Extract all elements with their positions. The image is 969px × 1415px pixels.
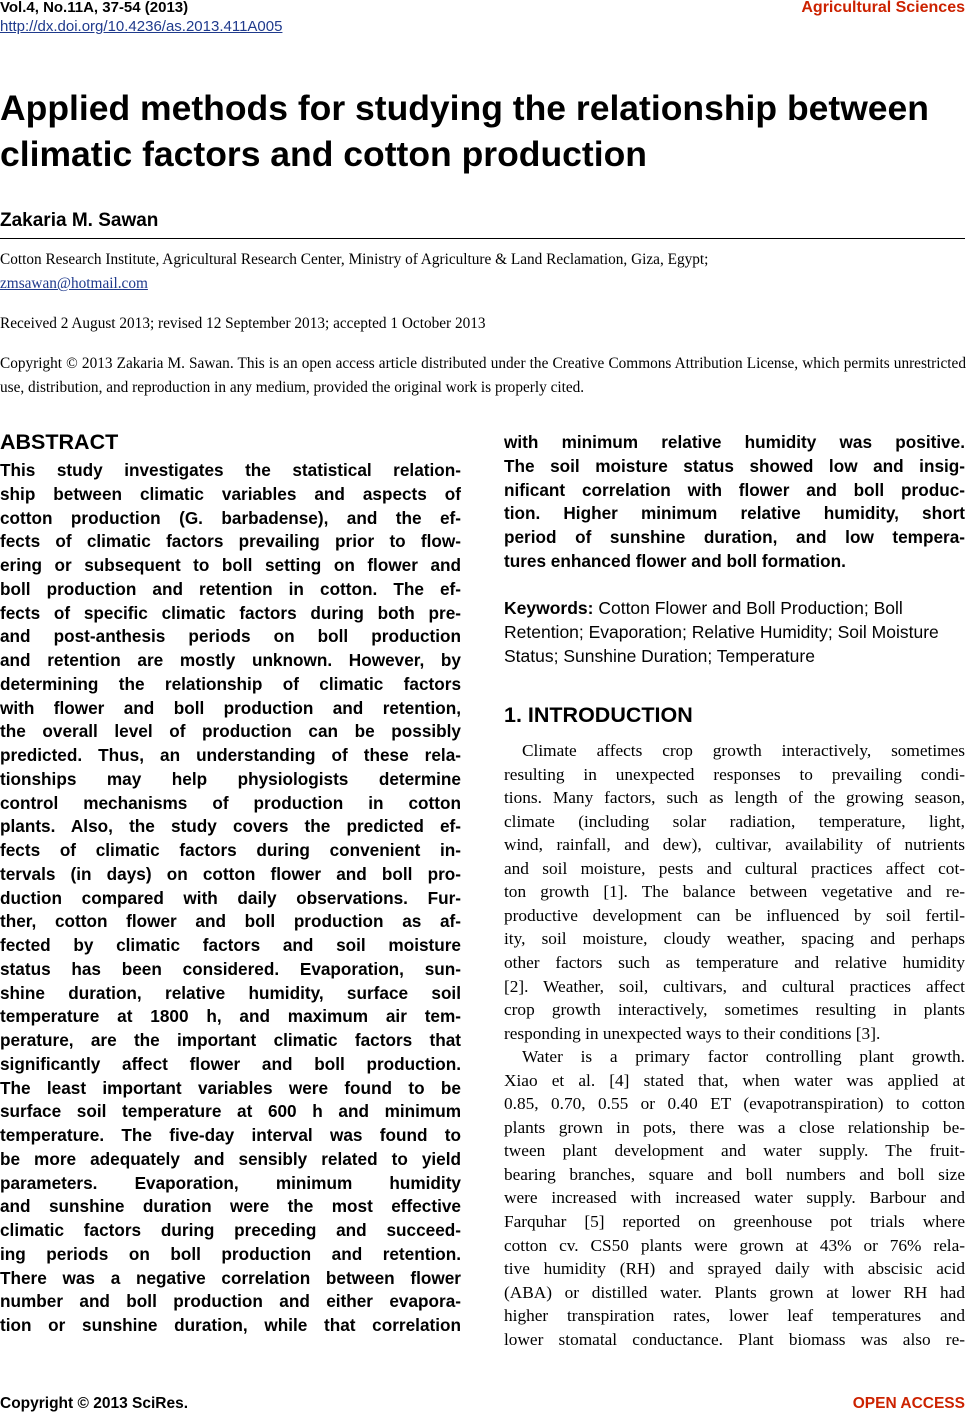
abstract-line: fects of climatic factors during convenient in- bbox=[0, 840, 461, 860]
abstract-line: the overall level of production can be possibly bbox=[0, 721, 461, 742]
abstract-line: plants. Also, the study covers the predicted ef- bbox=[0, 816, 461, 837]
footer-copyright: Copyright © 2013 SciRes. bbox=[0, 1395, 189, 1412]
abstract-line: surface soil temperature at 600 h and minimum bbox=[0, 1101, 461, 1122]
introduction-line: plants grown in pots, there was a close relationship be- bbox=[504, 1117, 965, 1137]
introduction-line: bearing branches, square and boll numbers and boll size bbox=[504, 1164, 965, 1184]
introduction-line: ton growth [1]. The balance between vegetative and re- bbox=[504, 882, 965, 902]
abstract-line: cotton production (G. barbadense), and the ef- bbox=[0, 507, 461, 528]
introduction-line: Water is a primary factor controlling plant growth. bbox=[522, 1047, 965, 1067]
introduction-line: cotton cv. CS50 plants were grown at 43% or 76% rela- bbox=[504, 1235, 965, 1255]
abstract-line: tervals (in days) on cotton flower and boll pro- bbox=[0, 863, 461, 884]
abstract-line: climatic factors during preceding and succeed- bbox=[0, 1220, 461, 1240]
abstract-heading: ABSTRACT bbox=[0, 430, 119, 454]
introduction-line: [2]. Weather, soil, cultivars, and cultural practices affect bbox=[504, 976, 965, 996]
abstract-line: predicted. Thus, an understanding of these rela- bbox=[0, 745, 461, 765]
abstract-line: be more adequately and sensibly related to yield bbox=[0, 1148, 461, 1169]
abstract-line: tion. Higher minimum relative humidity, short bbox=[504, 503, 965, 524]
abstract-line: tionships may help physiologists determine bbox=[0, 768, 461, 789]
introduction-line: tive humidity (RH) and sprayed daily with abscisic acid bbox=[504, 1259, 965, 1279]
introduction-line: tween plant development and water supply. The fruit- bbox=[504, 1141, 965, 1161]
introduction-line: higher transpiration rates, lower leaf temperatures and bbox=[504, 1306, 965, 1326]
introduction-line: 0.85, 0.70, 0.55 or 0.40 ET (evapotranspiration) to cotton bbox=[504, 1094, 965, 1114]
introduction-line: productive development can be influenced by soil fertil- bbox=[504, 905, 965, 925]
abstract-line: nificant correlation with flower and boll produc- bbox=[504, 479, 965, 500]
abstract-line: temperature. The five-day interval was found to bbox=[0, 1125, 461, 1145]
affiliation: Cotton Research Institute, Agricultural Research Center, Ministry of Agriculture & Land Reclamation, Giza, Egypt; bbox=[0, 251, 709, 268]
abstract-line: There was a negative correlation between flower bbox=[0, 1267, 461, 1288]
abstract-line: fected by climatic factors and soil moisture bbox=[0, 935, 461, 955]
abstract-line: duction compared with daily observations. Fur- bbox=[0, 887, 461, 908]
abstract-line: with flower and boll production and retention, bbox=[0, 697, 461, 718]
introduction-line: crop growth interactively, sometimes resulting in plants bbox=[504, 1000, 965, 1020]
received-dates: Received 2 August 2013; revised 12 September 2013; accepted 1 October 2013 bbox=[0, 315, 486, 332]
author-divider bbox=[0, 238, 965, 239]
abstract-line: ering or subsequent to boll setting on flower and bbox=[0, 555, 461, 575]
copyright-note: Copyright © 2013 Zakaria M. Sawan. This is an open access article distributed under the Creative Commons Attribution License, which permits unrestricted use, distribution, and reproduction in any medium, provided the original work is properly cited. bbox=[0, 355, 966, 396]
introduction-line: lower stomatal conductance. Plant biomass was also re- bbox=[504, 1329, 965, 1349]
paper-title: Applied methods for studying the relationship between climatic factors and cotton production bbox=[0, 88, 929, 174]
introduction-line: Farquhar [5] reported on greenhouse pot trials where bbox=[504, 1212, 965, 1231]
journal-name: Agricultural Sciences bbox=[801, 0, 965, 16]
introduction-line: Xiao et al. [4] stated that, when water was applied at bbox=[504, 1070, 965, 1090]
abstract-line: determining the relationship of climatic factors bbox=[0, 673, 461, 694]
abstract-line: and post-anthesis periods on boll production bbox=[0, 626, 461, 647]
introduction-line: climate (including solar radiation, temperature, light, bbox=[504, 811, 965, 831]
volume-info: Vol.4, No.11A, 37-54 (2013) bbox=[0, 0, 189, 16]
introduction-heading: 1. INTRODUCTION bbox=[504, 703, 693, 727]
abstract-line: fects of specific climatic factors during both pre- bbox=[0, 602, 461, 623]
introduction-line: wind, rainfall, and dew), cultivar, availability of nutrients bbox=[504, 835, 965, 855]
introduction-line: other factors such as temperature and relative humidity bbox=[504, 952, 965, 972]
abstract-line: boll production and retention in cotton. The ef- bbox=[0, 578, 461, 599]
doi-link[interactable]: http://dx.doi.org/10.4236/as.2013.411A005 bbox=[0, 18, 283, 35]
abstract-line: tures enhanced flower and boll formation. bbox=[504, 550, 846, 571]
keywords bbox=[504, 596, 966, 668]
abstract-line: The soil moisture status showed low and insig- bbox=[504, 455, 965, 476]
abstract-line: with minimum relative humidity was positive. bbox=[504, 432, 965, 452]
abstract-line: period of sunshine duration, and low tempera- bbox=[504, 527, 965, 547]
open-access-label: OPEN ACCESS bbox=[852, 1395, 965, 1412]
email-link[interactable]: zmsawan@hotmail.com bbox=[0, 275, 148, 292]
abstract-line: ship between climatic variables and aspects of bbox=[0, 483, 461, 504]
abstract-line: perature, are the important climatic factors that bbox=[0, 1030, 461, 1050]
abstract-line: and sunshine duration were the most effective bbox=[0, 1196, 461, 1217]
abstract-line: ing periods on boll production and retention. bbox=[0, 1243, 461, 1264]
introduction-line: ity, soil moisture, cloudy weather, spacing and perhaps bbox=[504, 929, 965, 949]
abstract-line: significantly affect flower and boll production. bbox=[0, 1053, 461, 1074]
introduction-line: (ABA) or distilled water. Plants grown at lower RH had bbox=[504, 1282, 965, 1302]
introduction-line: and soil moisture, pests and cultural practices affect cot- bbox=[504, 858, 965, 878]
keywords-text: Cotton Flower and Boll Production; Boll Retention; Evaporation; Relative Humidity; Soil Moisture Status; Sunshine Duration; Temperature bbox=[504, 598, 939, 666]
affiliation-block bbox=[0, 248, 966, 296]
author-name: Zakaria M. Sawan bbox=[0, 210, 159, 231]
abstract-line: This study investigates the statistical relation- bbox=[0, 460, 461, 480]
abstract-line: control mechanisms of production in cotton bbox=[0, 792, 461, 813]
introduction-line: Climate affects crop growth interactively, sometimes bbox=[522, 741, 965, 760]
introduction-line: tions. Many factors, such as length of the growing season, bbox=[504, 788, 965, 808]
introduction-line: responding in unexpected ways to their conditions [3]. bbox=[504, 1023, 881, 1043]
abstract-line: fects of climatic factors prevailing prior to flow- bbox=[0, 531, 461, 552]
keywords-label: Keywords: bbox=[504, 598, 594, 618]
abstract-line: tion or sunshine duration, while that correlation bbox=[0, 1315, 461, 1335]
abstract-line: parameters. Evaporation, minimum humidity bbox=[0, 1172, 461, 1193]
abstract-line: shine duration, relative humidity, surface soil bbox=[0, 982, 461, 1003]
abstract-line: The least important variables were found to be bbox=[0, 1077, 461, 1098]
abstract-line: ther, cotton flower and boll production as af- bbox=[0, 911, 461, 932]
introduction-line: resulting in unexpected responses to prevailing condi- bbox=[504, 764, 965, 784]
introduction-line: were increased with increased water supply. Barbour and bbox=[504, 1188, 965, 1208]
abstract-line: and retention are mostly unknown. However, by bbox=[0, 650, 461, 670]
abstract-line: temperature at 1800 h, and maximum air tem- bbox=[0, 1006, 461, 1027]
abstract-line: number and boll production and either evapora- bbox=[0, 1291, 461, 1312]
abstract-line: status has been considered. Evaporation, sun- bbox=[0, 958, 461, 979]
